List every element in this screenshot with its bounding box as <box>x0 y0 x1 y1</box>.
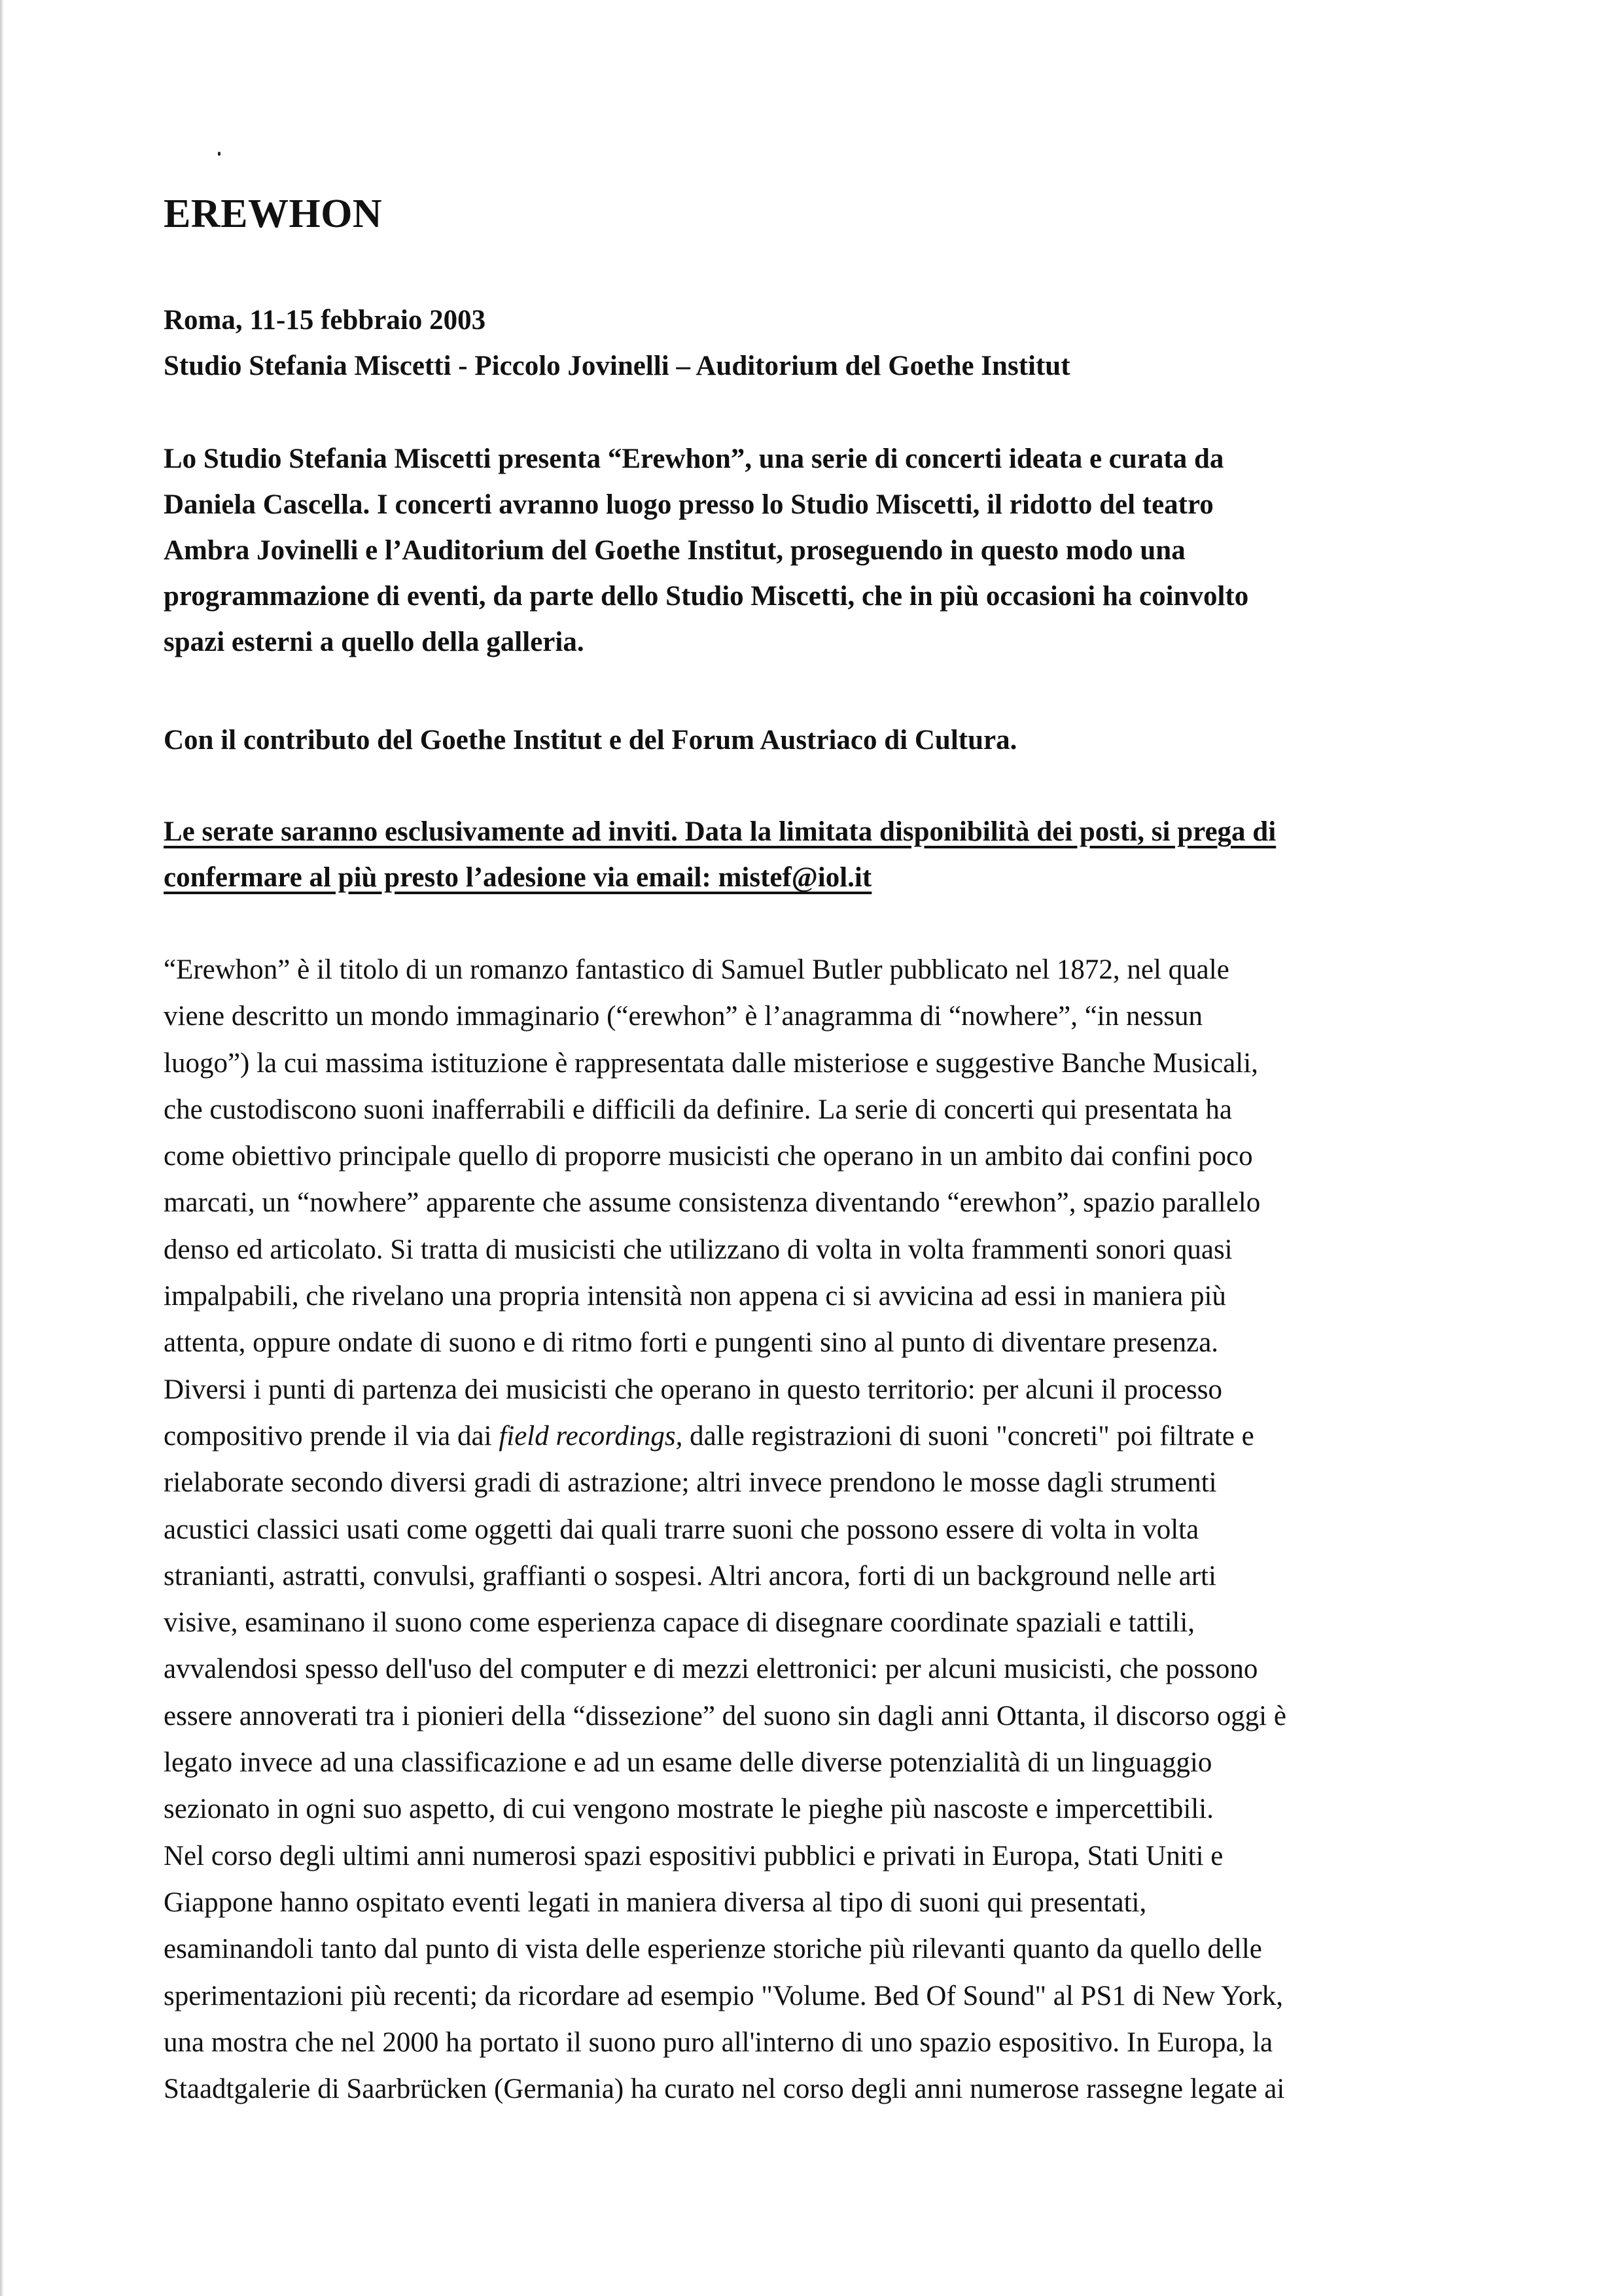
invitation-line <box>164 855 1276 901</box>
scan-edge-shadow <box>0 0 4 2296</box>
body-line: sezionato in ogni suo aspetto, di cui vengono mostrate le pieghe più nascoste e impercettibili. <box>164 1794 1214 1825</box>
intro-line: Daniela Cascella. I concerti avranno luogo presso lo Studio Miscetti, il ridotto del teatro <box>164 489 1214 520</box>
body-line: una mostra che nel 2000 ha portato il suono puro all'interno di uno spazio espositivo. In Europa, la <box>164 2026 1273 2058</box>
invitation-line: Le serate saranno esclusivamente ad inviti. Data la limitata disponibilità dei posti, si prega di <box>164 816 1277 847</box>
body-line: stranianti, astratti, convulsi, graffianti o sospesi. Altri ancora, forti di un background nelle arti <box>164 1560 1216 1592</box>
invitation-text: confermare al più presto l’adesione via email: <box>164 862 718 893</box>
body-line: luogo”) la cui massima istituzione è rappresentata dalle misteriose e suggestive Banche Musicali, <box>164 1047 1258 1079</box>
body-line: acustici classici usati come oggetti dai quali trarre suoni che possono essere di volta in volta <box>164 1514 1199 1545</box>
body-line: sperimentazioni più recenti; da ricordare ad esempio "Volume. Bed Of Sound" al PS1 di New York, <box>164 1980 1283 2011</box>
email-link[interactable]: mistef@iol.it <box>718 862 872 893</box>
body-line: rielaborate secondo diversi gradi di astrazione; altri invece prendono le mosse dagli strumenti <box>164 1467 1217 1499</box>
contribution-note: Con il contributo del Goethe Institut e del Forum Austriaco di Cultura. <box>164 725 1017 756</box>
body-line: come obiettivo principale quello di proporre musicisti che operano in un ambito dai confini poco <box>164 1141 1253 1172</box>
italic-term: field recordings, <box>499 1420 683 1452</box>
intro-line: programmazione di eventi, da parte dello Studio Miscetti, che in più occasioni ha coinvolto <box>164 581 1249 612</box>
body-line: visive, esaminano il suono come esperienza capace di disegnare coordinate spaziali e tattili, <box>164 1607 1195 1639</box>
body-line: che custodiscono suoni inafferrabili e difficili da definire. La serie di concerti qui presentata ha <box>164 1094 1232 1125</box>
event-meta <box>164 298 1070 389</box>
body-line: impalpabili, che rivelano una propria intensità non appena ci si avvicina ad essi in maniera più <box>164 1281 1226 1312</box>
body-line: Staadtgalerie di Saarbrücken (Germania) ha curato nel corso degli anni numerose rassegne legate ai <box>164 2074 1285 2105</box>
body-text-span: compositivo prende il via dai <box>164 1420 499 1452</box>
body-line: marcati, un “nowhere” apparente che assume consistenza diventando “erewhon”, spazio parallelo <box>164 1187 1261 1219</box>
body-line: attenta, oppure ondate di suono e di ritmo forti e pungenti sino al punto di diventare presenza. <box>164 1327 1219 1359</box>
intro-line: spazi esterni a quello della galleria. <box>164 627 584 657</box>
scan-speck <box>218 152 220 156</box>
invitation-notice <box>164 809 1276 901</box>
body-paragraph <box>164 947 1286 2112</box>
event-venues: Studio Stefania Miscetti - Piccolo Jovinelli – Auditorium del Goethe Institut <box>164 351 1070 381</box>
body-line: denso ed articolato. Si tratta di musicisti che utilizzano di volta in volta frammenti sonori quasi <box>164 1234 1233 1265</box>
body-line: legato invece ad una classificazione e ad un esame delle diverse potenzialità di un linguaggio <box>164 1747 1212 1779</box>
body-text-span: dalle registrazioni di suoni "concreti" poi filtrate e <box>682 1420 1254 1452</box>
document-title: EREWHON <box>164 192 383 236</box>
body-line: Giappone hanno ospitato eventi legati in maniera diversa al tipo di suoni qui presentati, <box>164 1887 1147 1918</box>
body-line: viene descritto un mondo immaginario (“erewhon” è l’anagramma di “nowhere”, “in nessun <box>164 1001 1203 1032</box>
body-line: “Erewhon” è il titolo di un romanzo fantastico di Samuel Butler pubblicato nel 1872, nel quale <box>164 954 1229 985</box>
body-line <box>164 1413 1286 1459</box>
body-line: Diversi i punti di partenza dei musicisti che operano in questo territorio: per alcuni il processo <box>164 1374 1223 1405</box>
body-line: avvalendosi spesso dell'uso del computer e di mezzi elettronici: per alcuni musicisti, che possono <box>164 1654 1258 1685</box>
intro-paragraph <box>164 436 1248 665</box>
body-line: esaminandoli tanto dal punto di vista delle esperienze storiche più rilevanti quanto da quello delle <box>164 1934 1262 1965</box>
body-line: Nel corso degli ultimi anni numerosi spazi espositivi pubblici e privati in Europa, Stati Uniti e <box>164 1840 1224 1871</box>
intro-line: Lo Studio Stefania Miscetti presenta “Erewhon”, una serie di concerti ideata e curata da <box>164 444 1224 474</box>
body-line: essere annoverati tra i pionieri della “dissezione” del suono sin dagli anni Ottanta, il discorso oggi è <box>164 1700 1286 1731</box>
intro-line: Ambra Jovinelli e l’Auditorium del Goethe Institut, proseguendo in questo modo una <box>164 535 1186 566</box>
event-date: Roma, 11-15 febbraio 2003 <box>164 305 486 336</box>
